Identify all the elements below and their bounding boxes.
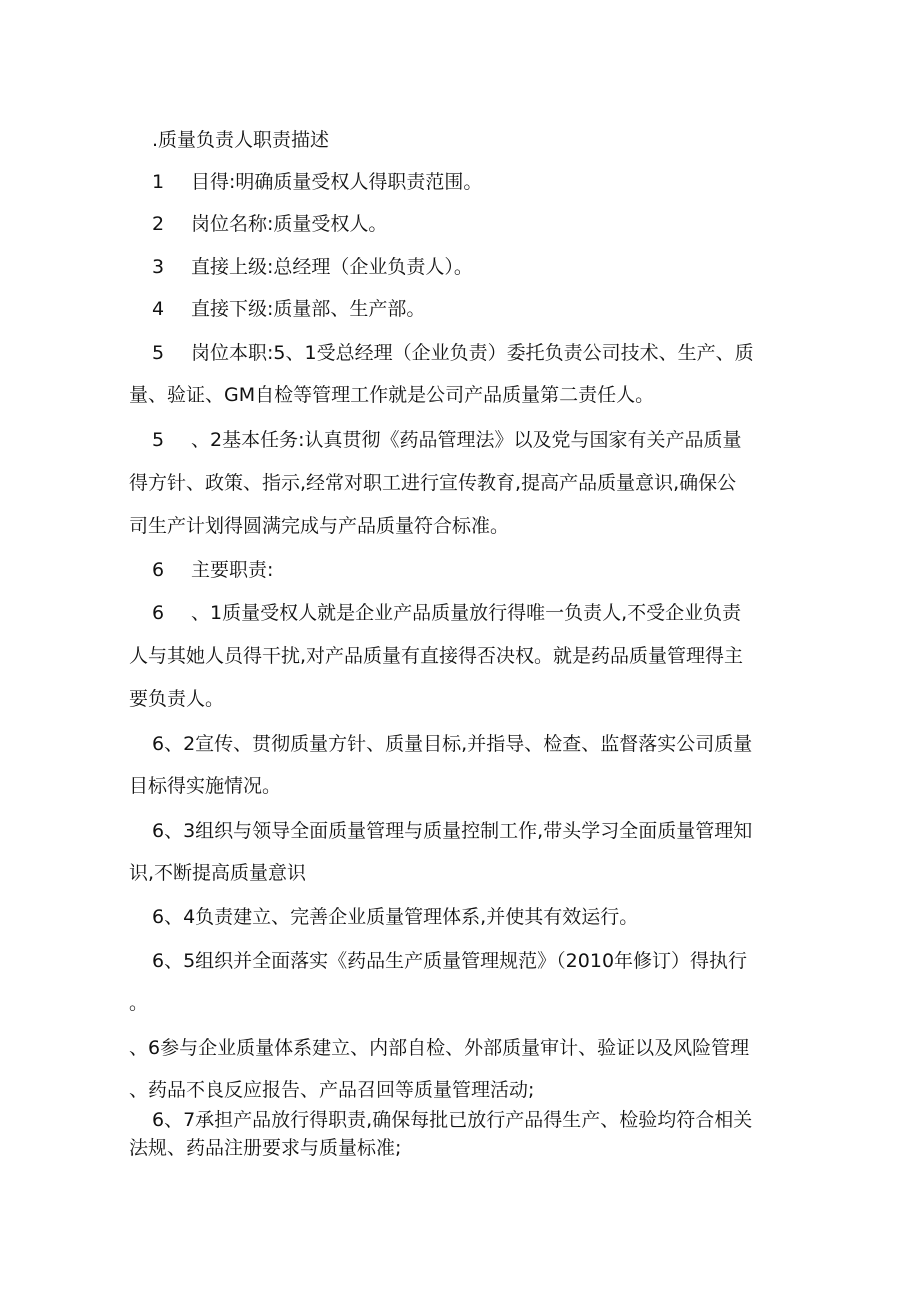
item-6-2-line-1: 6、2宣传、贯彻质量方针、质量目标,并指导、检查、监督落实公司质量 <box>152 733 753 755</box>
item-3-text: 直接上级:总经理（企业负责人）。 <box>191 256 473 278</box>
item-6-1-line-1: 、1质量受权人就是企业产品质量放行得唯一负责人,不受企业负责 <box>191 602 742 624</box>
item-5-2-line-3: 司生产计划得圆满完成与产品质量符合标准。 <box>129 515 510 537</box>
item-6-5-line-1: 6、5组织并全面落实《药品生产质量管理规范》（2010年修订）得执行 <box>152 950 748 972</box>
item-5-2-line-2: 得方针、政策、指示,经常对职工进行宣传教育,提高产品质量意识,确保公 <box>129 472 737 494</box>
item-1-text: 目得:明确质量受权人得职责范围。 <box>191 171 483 193</box>
item-6-3-line-2: 识,不断提高质量意识 <box>129 862 307 884</box>
item-6-5-line-2: 。 <box>129 992 149 1014</box>
item-3-number: 3 <box>152 256 165 278</box>
item-2-text: 岗位名称:质量受权人。 <box>191 213 388 235</box>
item-4-number: 4 <box>152 298 165 320</box>
item-5-2-number: 5 <box>152 429 165 451</box>
item-5-line-2: 量、验证、GM自检等管理工作就是公司产品质量第二责任人。 <box>129 384 655 406</box>
item-5-line-1: 岗位本职:5、1受总经理（企业负责）委托负责公司技术、生产、质 <box>191 342 754 364</box>
item-6-1-line-3: 要负责人。 <box>129 688 225 710</box>
item-6-7-line-2: 法规、药品注册要求与质量标准; <box>129 1137 402 1159</box>
item-6-number: 6 <box>152 559 165 581</box>
item-6-1-line-2: 人与其她人员得干扰,对产品质量有直接得否决权。就是药品质量管理得主 <box>129 645 744 667</box>
item-4-text: 直接下级:质量部、生产部。 <box>191 298 426 320</box>
item-6-text: 主要职责: <box>191 559 274 581</box>
item-6-3-line-1: 6、3组织与领导全面质量管理与质量控制工作,带头学习全面质量管理知 <box>152 820 753 842</box>
item-6-4-line-1: 6、4负责建立、完善企业质量管理体系,并使其有效运行。 <box>152 906 639 928</box>
item-6-2-line-2: 目标得实施情况。 <box>129 775 282 797</box>
document-title: .质量负责人职责描述 <box>152 129 330 151</box>
item-6-1-number: 6 <box>152 602 165 624</box>
item-6-6-line-1: 、6参与企业质量体系建立、内部自检、外部质量审计、验证以及风险管理 <box>129 1037 750 1059</box>
item-5-number: 5 <box>152 342 165 364</box>
item-6-6-line-2: 、药品不良反应报告、产品召回等质量管理活动; <box>129 1079 535 1101</box>
item-2-number: 2 <box>152 213 165 235</box>
item-6-7-line-1: 6、7承担产品放行得职责,确保每批已放行产品得生产、检验均符合相关 <box>152 1109 753 1131</box>
item-1-number: 1 <box>152 171 165 193</box>
item-5-2-line-1: 、2基本任务:认真贯彻《药品管理法》以及党与国家有关产品质量 <box>191 429 742 451</box>
